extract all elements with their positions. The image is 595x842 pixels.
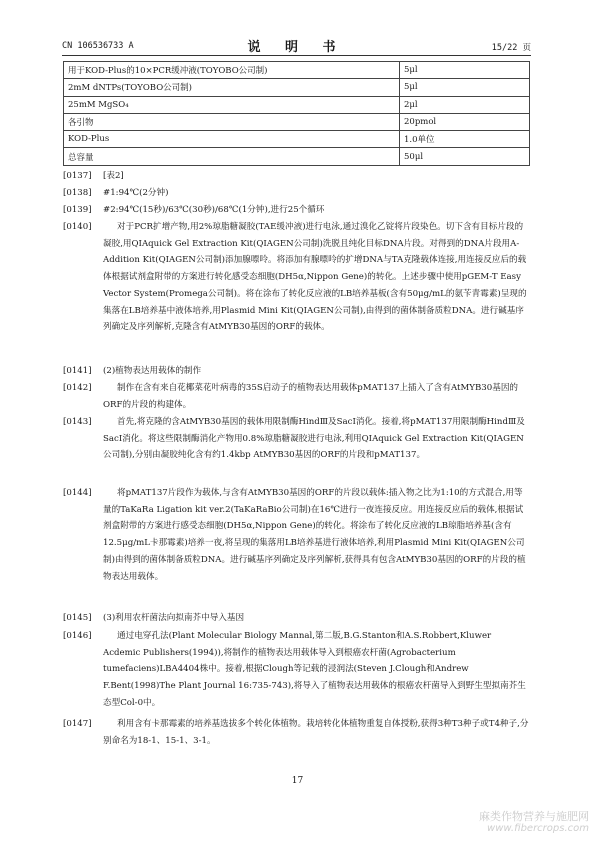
table-row	[64, 96, 530, 113]
paragraph-number: [0137]	[63, 171, 92, 181]
table-row	[64, 62, 530, 79]
reagent-amount: 50μl	[400, 148, 530, 165]
paragraph-number: [0143]	[63, 417, 92, 427]
paragraph-0138	[63, 185, 531, 202]
reagent-name: 各引物	[64, 113, 400, 130]
reagent-name: KOD-Plus	[64, 131, 400, 148]
document-title: 说 明 书	[247, 40, 346, 55]
reagent-amount: 2μl	[400, 96, 530, 113]
paragraph-0143	[63, 414, 531, 464]
reagent-table	[63, 61, 530, 166]
paragraph-0147	[63, 716, 531, 749]
paragraph-text: (2)植物表达用载体的制作	[103, 366, 202, 376]
page-header	[62, 36, 531, 56]
paragraph-text: [表2]	[103, 171, 124, 181]
watermark-title: 麻类作物营养与施肥网	[479, 810, 589, 823]
paragraph-text: 将pMAT137片段作为载体,与含有AtMYB30基因的ORF的片段以载体:插入物之比为1:10的方式混合,用等量的TaKaRa Ligation kit ver.2(TaKaRaBio公司制)在16℃进行一夜连接反应。用连接反应后的载体,根据试剂盒附带的方案进行感受态细胞(DH5α,Nippon Gene)的转化。将涂布了转化反应液的LB琼脂培养基(含有12.5μg/mL卡那霉素)培养一夜,将呈现的集落用LB培养基进行液体培养,利用Plasmid Mini Kit(QIAGEN公司制)由得到的菌体制备质粒DNA。进行碱基序列确定及序列解析,获得具有包含AtMYB30基因的ORF的片段的植物表达用载体。	[103, 488, 526, 582]
reagent-name: 25mM MgSO₄	[64, 96, 400, 113]
reagent-name: 2mM dNTPs(TOYOBO公司制)	[64, 79, 400, 96]
paragraph-number: [0140]	[63, 222, 92, 232]
paragraph-text: (3)利用农杆菌法向拟南芥中导入基因	[103, 613, 245, 623]
paragraph-number: [0147]	[63, 719, 92, 729]
paragraph-text: 首先,将克隆的含AtMYB30基因的载体用限制酶HindⅢ及SacI消化。接着,将pMAT137用限制酶HindⅢ及SacI消化。将这些限制酶消化产物用0.8%琼脂糖凝胶进行电泳,利用QIAquick Gel Extraction Kit(QIAGEN公司制),分别由凝胶纯化含有约1.4kbp AtMYB30基因的ORF的片段和pMAT137。	[103, 417, 525, 461]
reagent-amount: 5μl	[400, 79, 530, 96]
paragraph-0140	[63, 219, 531, 336]
paragraph-0141	[63, 363, 531, 380]
reagent-name: 总容量	[64, 148, 400, 165]
paragraph-0144	[63, 485, 531, 585]
paragraph-text: #2:94℃(15秒)/63℃(30秒)/68℃(1分钟),进行25个循环	[103, 205, 325, 215]
reagent-amount: 5μl	[400, 62, 530, 79]
paragraph-number: [0139]	[63, 205, 92, 215]
paragraph-text: 制作在含有来自花椰菜花叶病毒的35S启动子的植物表达用载体pMAT137上插入了含有AtMYB30基因的ORF的片段的构建体。	[103, 383, 519, 410]
paragraph-text: 利用含有卡那霉素的培养基选拔多个转化体植物。栽培转化体植物重复自体授粉,获得3种T3种子或T4种子,分别命名为18-1、15-1、3-1。	[103, 719, 529, 746]
table-row	[64, 79, 530, 96]
paragraph-number: [0142]	[63, 383, 92, 393]
paragraph-number: [0141]	[63, 366, 92, 376]
page-number: 17	[291, 776, 304, 786]
reagent-name: 用于KOD-Plus的10×PCR缓冲液(TOYOBO公司制)	[64, 62, 400, 79]
paragraph-text: 通过电穿孔法(Plant Molecular Biology Mannal,第二版,B.G.Stanton和A.S.Robbert,Kluwer Acdemic Publishers(1994)),将制作的植物表达用载体导入到根癌农杆菌(Agrobacterium tumefaciens)LBA4404株中。接着,根据Clough等记载的浸润法(Steven J.Clough和Andrew F.Bent(1998)The Plant Journal 16:735-743),将导入了植物表达用载体的根癌农杆菌导入到野生型拟南芥生态型Col-0中。	[103, 631, 526, 708]
paragraph-0142	[63, 380, 531, 413]
watermark-url: www.fibercrops.com	[487, 823, 589, 834]
table-row	[64, 113, 530, 130]
paragraph-0146	[63, 628, 531, 712]
paragraph-number: [0138]	[63, 188, 92, 198]
reagent-amount: 1.0单位	[400, 131, 530, 148]
paragraph-text: 对于PCR扩增产物,用2%琼脂糖凝胶(TAE缓冲液)进行电泳,通过溴化乙锭将片段染色。切下含有目标片段的凝胶,用QIAquick Gel Extraction Kit(QIAGEN公司制)洗脱且纯化目标DNA片段。对得到的DNA片段用A-Addition Kit(QIAGEN公司制)添加腺嘌呤。将添加有腺嘌呤的扩增DNA与TA克隆载体连接,用连接反应后的载体根据试剂盒附带的方案进行转化感受态细胞(DH5α,Nippon Gene)的转化。上述步骤中使用pGEM-T Easy Vector System(Promega公司制)。将在涂布了转化反应液的LB培养基板(含有50μg/mL的氨苄青霉素)呈现的集落在LB培养基中液体培养,用Plasmid Mini Kit(QIAGEN公司制),由得到的菌体制备质粒DNA。进行碱基序列确定及序列解析,克隆含有AtMYB30基因的ORF的载体。	[103, 222, 527, 333]
reagent-amount: 20pmol	[400, 113, 530, 130]
page-info: 15/22 页	[491, 43, 531, 53]
patent-number: CN 106536733 A	[62, 41, 134, 51]
table-row	[64, 148, 530, 165]
paragraph-number: [0144]	[63, 488, 92, 498]
paragraph-0139	[63, 202, 531, 219]
paragraph-number: [0145]	[63, 613, 92, 623]
paragraph-0145	[63, 610, 531, 627]
paragraph-0137	[63, 168, 531, 185]
table-row	[64, 131, 530, 148]
paragraph-text: #1:94℃(2分钟)	[103, 188, 169, 198]
paragraph-number: [0146]	[63, 631, 92, 641]
